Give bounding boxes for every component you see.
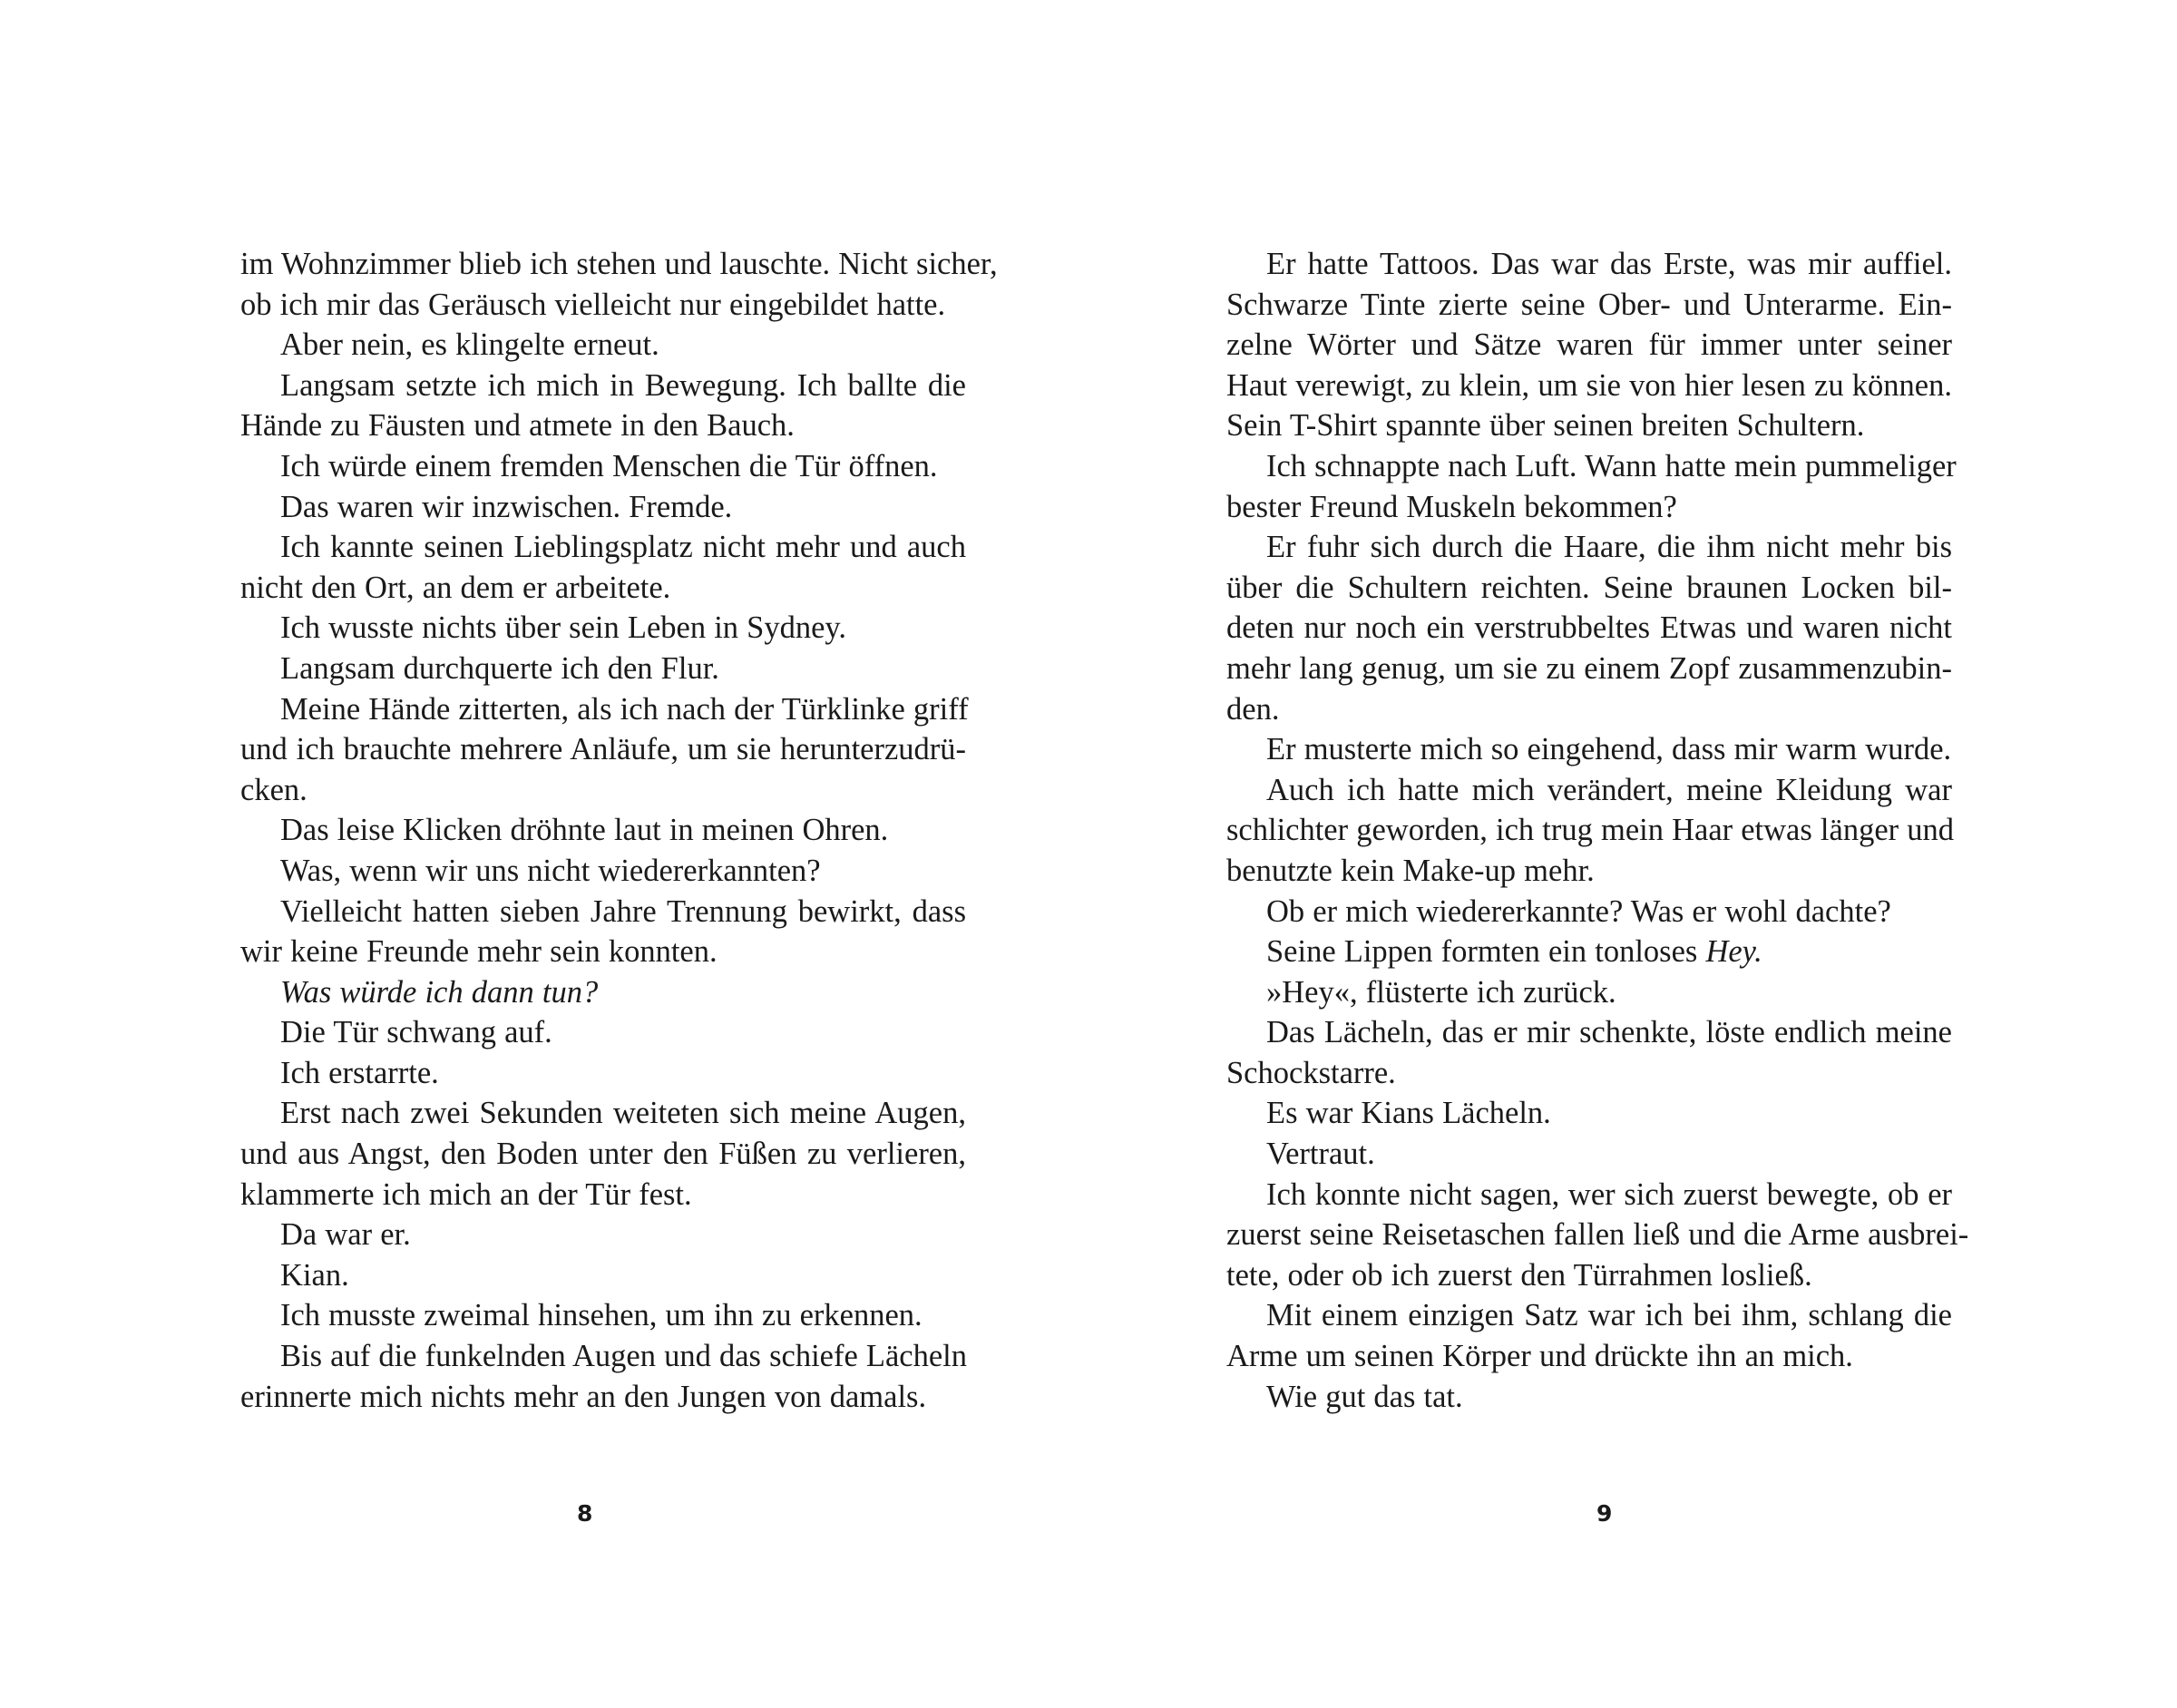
text-line: wir keine Freunde mehr sein konnten.	[240, 934, 718, 970]
text-line: Hände zu Fäusten und atmete in den Bauch.	[240, 408, 795, 444]
text-line: Vielleicht hatten sieben Jahre Trennung bewirkt, dass	[280, 893, 966, 929]
text-line: und aus Angst, den Boden unter den Füßen zu verlieren,	[240, 1137, 966, 1172]
text-line: deten nur noch ein verstrubbeltes Etwas und waren nicht	[1226, 610, 1952, 646]
text-line: Das Lächeln, das er mir schenkte, löste endlich meine	[1266, 1015, 1952, 1050]
text-line: Ich schnappte nach Luft. Wann hatte mein pummeliger	[1266, 448, 1957, 483]
text-line: Ich erstarrte.	[280, 1055, 439, 1090]
text-line: im Wohnzimmer blieb ich stehen und lauschte. Nicht sicher,	[240, 247, 998, 281]
text-line: Ich würde einem fremden Menschen die Tür öffnen.	[280, 448, 938, 483]
text-line: Ich konnte nicht sagen, wer sich zuerst bewegte, ob er	[1266, 1176, 1952, 1212]
text-line: Das leise Klicken dröhnte laut in meinen Ohren.	[280, 813, 889, 848]
text-line: cken.	[240, 772, 308, 807]
text-line: Kian.	[280, 1257, 349, 1293]
text-line: Vertraut.	[1266, 1137, 1375, 1172]
text-line: ob ich mir das Geräusch vielleicht nur eingebildet hatte.	[240, 287, 946, 322]
page-number-left: 8	[577, 1500, 593, 1527]
text-line: Was würde ich dann tun?	[280, 974, 599, 1010]
text-line: Langsam setzte ich mich in Bewegung. Ich ballte die	[280, 367, 966, 403]
text-line: über die Schultern reichten. Seine braunen Locken bil-	[1226, 570, 1952, 605]
text-line: Aber nein, es klingelte erneut.	[280, 327, 659, 363]
text-line: Erst nach zwei Sekunden weiteten sich meine Augen,	[280, 1096, 966, 1131]
text-line: Sein T-Shirt spannte über seinen breiten Schultern.	[1226, 408, 1865, 444]
text-line: Es war Kians Lächeln.	[1266, 1096, 1551, 1131]
text-line: bester Freund Muskeln bekommen?	[1226, 489, 1677, 524]
text-line: Das waren wir inzwischen. Fremde.	[280, 489, 733, 524]
text-line: Schockstarre.	[1226, 1055, 1396, 1090]
text-line: erinnerte mich nichts mehr an den Jungen von damals.	[240, 1379, 927, 1414]
text-line: Auch ich hatte mich verändert, meine Kleidung war	[1266, 772, 1952, 807]
text-line: zelne Wörter und Sätze waren für immer unter seiner	[1226, 327, 1952, 363]
text-line: Er musterte mich so eingehend, dass mir warm wurde.	[1266, 732, 1952, 767]
text-line: Mit einem einzigen Satz war ich bei ihm, schlang die	[1266, 1298, 1952, 1333]
text-line: schlichter geworden, ich trug mein Haar etwas länger und	[1226, 813, 1954, 848]
text-line: Was, wenn wir uns nicht wiedererkannten?	[280, 853, 821, 888]
text-line: Wie gut das tat.	[1266, 1379, 1463, 1414]
text-line: und ich brauchte mehrere Anläufe, um sie herunterzudrü-	[240, 732, 966, 767]
text-line: Bis auf die funkelnden Augen und das schiefe Lächeln	[280, 1339, 968, 1374]
text-line: den.	[1226, 691, 1280, 727]
text-line: Ich wusste nichts über sein Leben in Sydney.	[280, 610, 847, 646]
text-line: Haut verewigt, zu klein, um sie von hier lesen zu können.	[1226, 367, 1952, 403]
text-line: Die Tür schwang auf.	[280, 1015, 552, 1050]
text-line: Ich kannte seinen Lieblingsplatz nicht mehr und auch	[280, 530, 966, 565]
italic-word: Hey.	[1705, 934, 1762, 970]
text-line: Ich musste zweimal hinsehen, um ihn zu erkennen.	[280, 1298, 923, 1333]
text-line: »Hey«, flüsterte ich zurück.	[1266, 974, 1616, 1010]
text-line: klammerte ich mich an der Tür fest.	[240, 1176, 692, 1212]
text-line: Ob er mich wiedererkannte? Was er wohl dachte?	[1266, 893, 1891, 929]
page-number-right: 9	[1596, 1500, 1613, 1527]
text-line: Meine Hände zitterten, als ich nach der Türklinke griff	[280, 691, 969, 727]
text-line: Schwarze Tinte zierte seine Ober- und Unterarme. Ein-	[1226, 287, 1952, 322]
text-line: Seine Lippen formten ein tonloses Hey.	[1266, 934, 1762, 970]
text-line: nicht den Ort, an dem er arbeitete.	[240, 570, 671, 605]
text-line: zuerst seine Reisetaschen fallen ließ und die Arme ausbrei-	[1226, 1217, 1969, 1253]
text-line: Er hatte Tattoos. Das war das Erste, was mir auffiel.	[1266, 247, 1952, 281]
text-line: mehr lang genug, um sie zu einem Zopf zusammenzubin-	[1226, 650, 1952, 686]
right-page-body-text	[1226, 244, 1969, 1417]
text-line: benutzte kein Make-up mehr.	[1226, 853, 1595, 888]
text-line: Da war er.	[280, 1217, 411, 1253]
text-line: tete, oder ob ich zuerst den Türrahmen losließ.	[1226, 1257, 1812, 1293]
text-line: Arme um seinen Körper und drückte ihn an mich.	[1226, 1339, 1853, 1374]
text-line: Langsam durchquerte ich den Flur.	[280, 650, 719, 686]
left-page-body-text	[240, 244, 998, 1417]
text-line: Er fuhr sich durch die Haare, die ihm nicht mehr bis	[1266, 530, 1952, 565]
